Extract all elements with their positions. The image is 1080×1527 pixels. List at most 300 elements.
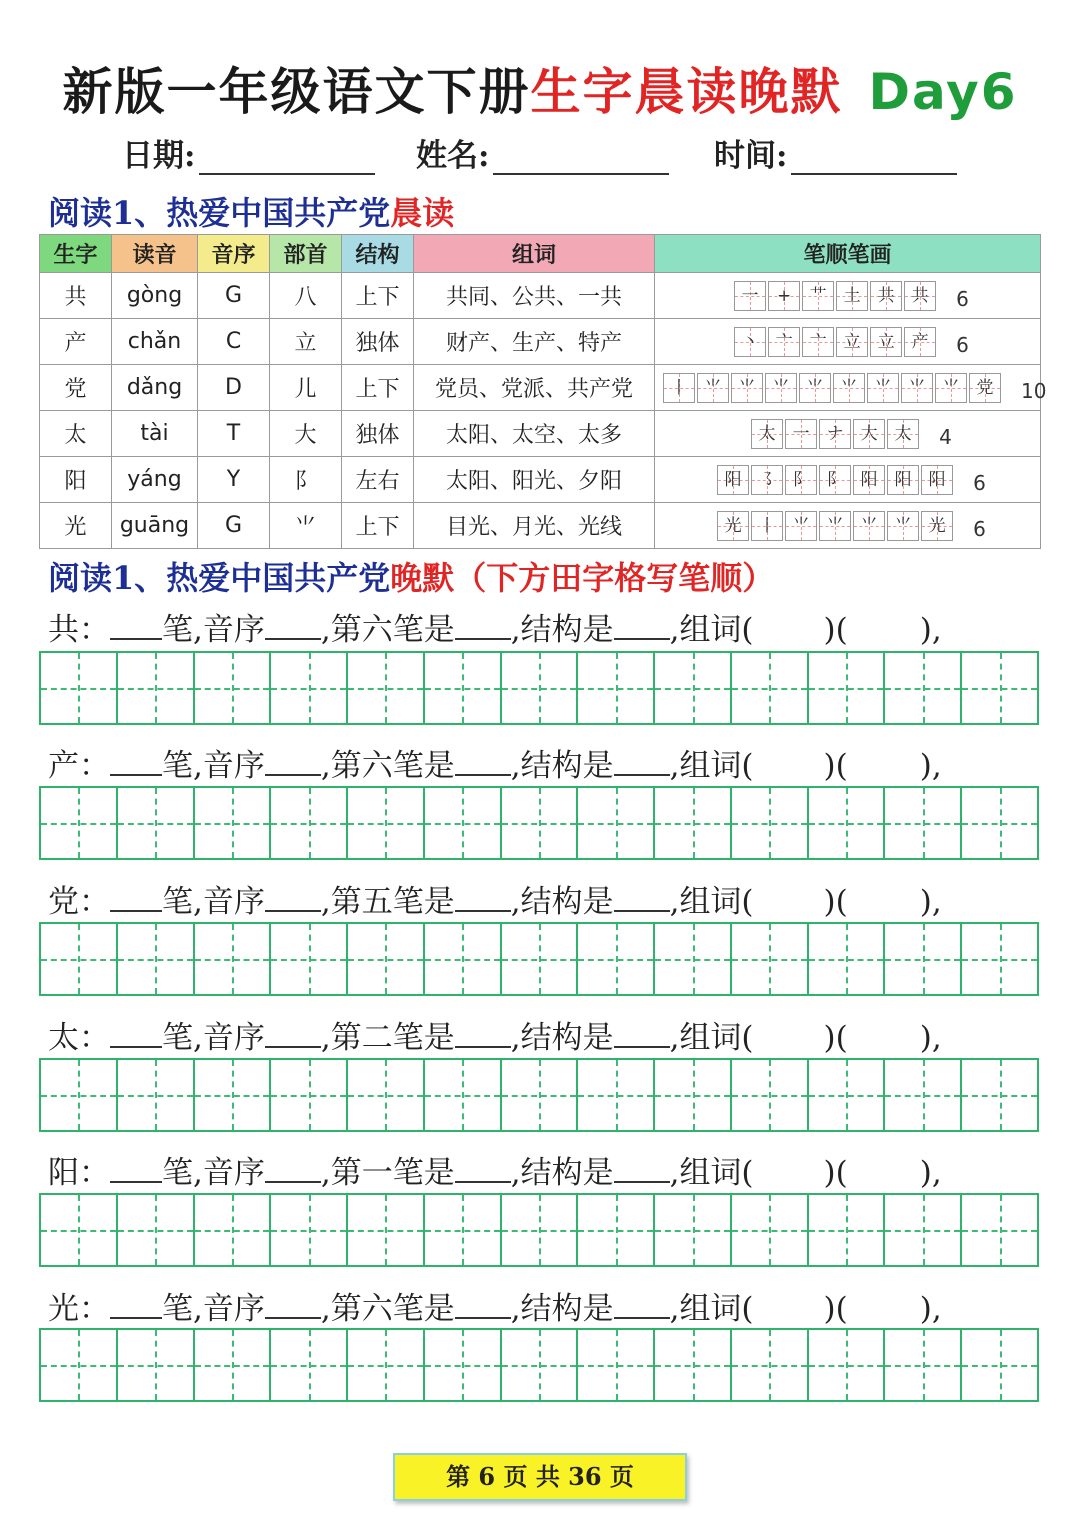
question-char: 党 bbox=[48, 884, 79, 920]
colon: ： bbox=[79, 1020, 110, 1056]
yinxu-label: 音序 bbox=[202, 748, 265, 784]
comma: , bbox=[320, 748, 331, 784]
tianzige-cell[interactable] bbox=[271, 924, 348, 994]
table-row bbox=[40, 457, 1041, 503]
tianzige-cell[interactable] bbox=[195, 1330, 272, 1400]
cell-radical: 立 bbox=[270, 319, 342, 365]
cell-radical: 阝 bbox=[270, 457, 342, 503]
tianzige-cell[interactable] bbox=[502, 1330, 579, 1400]
answer-blank[interactable] bbox=[265, 1018, 321, 1048]
cell-words: 党员、党派、共产党 bbox=[414, 365, 655, 411]
stroke-box: 光 bbox=[921, 511, 953, 541]
tianzige-grid[interactable] bbox=[39, 1328, 1039, 1402]
cell-char: 共 bbox=[40, 273, 112, 319]
stroke-box: 阝 bbox=[785, 465, 817, 495]
stroke-box: 亠 bbox=[768, 327, 800, 357]
answer-blank[interactable] bbox=[614, 1289, 670, 1319]
colon: ： bbox=[79, 884, 110, 920]
cell-stroke-order bbox=[655, 273, 1041, 319]
stroke-box: 光 bbox=[717, 511, 749, 541]
tianzige-cell[interactable] bbox=[809, 653, 886, 723]
tianzige-cell[interactable] bbox=[271, 653, 348, 723]
stroke-box: 太 bbox=[751, 419, 783, 449]
stroke-box: ⺌ bbox=[853, 511, 885, 541]
cell-radical: 儿 bbox=[270, 365, 342, 411]
cell-char: 阳 bbox=[40, 457, 112, 503]
stroke-count: 6 bbox=[973, 516, 986, 541]
answer-blank[interactable] bbox=[455, 746, 511, 776]
time-field[interactable] bbox=[714, 130, 957, 175]
cell-words: 目光、月光、光线 bbox=[414, 503, 655, 549]
cell-letter: C bbox=[198, 319, 270, 365]
cell-radical: ⺌ bbox=[270, 503, 342, 549]
colon: ： bbox=[79, 1155, 110, 1191]
stroke-box: ⺌ bbox=[765, 373, 797, 403]
ordinal-label: 第五笔是 bbox=[330, 884, 455, 920]
stroke-box: 土 bbox=[836, 281, 868, 311]
header-letter: 音序 bbox=[198, 235, 270, 273]
tianzige-cell[interactable] bbox=[348, 1195, 425, 1265]
cell-stroke-order bbox=[655, 365, 1047, 411]
tianzige-cell[interactable] bbox=[348, 1060, 425, 1130]
answer-blank[interactable] bbox=[110, 882, 162, 912]
stroke-box: ⺌ bbox=[819, 511, 851, 541]
comma: , bbox=[320, 612, 331, 648]
tianzige-grid[interactable] bbox=[39, 922, 1039, 996]
table-row bbox=[40, 503, 1041, 549]
table-row bbox=[40, 411, 1041, 457]
paren-mid: )( bbox=[823, 1020, 848, 1056]
comma: , bbox=[320, 1155, 331, 1191]
tianzige-cell[interactable] bbox=[578, 653, 655, 723]
colon: ： bbox=[79, 748, 110, 784]
structure-label: 结构是 bbox=[520, 612, 614, 648]
tianzige-cell[interactable] bbox=[885, 788, 962, 858]
answer-blank[interactable] bbox=[614, 1153, 670, 1183]
answer-blank[interactable] bbox=[455, 1153, 511, 1183]
comma: , bbox=[510, 1291, 521, 1327]
stroke-box: 太 bbox=[887, 419, 919, 449]
paren-end: ), bbox=[919, 1291, 942, 1327]
question-char: 太 bbox=[48, 1020, 79, 1056]
comma: , bbox=[510, 748, 521, 784]
answer-blank[interactable] bbox=[455, 1289, 511, 1319]
cell-letter: T bbox=[198, 411, 270, 457]
answer-blank[interactable] bbox=[110, 746, 162, 776]
cell-pinyin: dǎng bbox=[112, 365, 198, 411]
tianzige-cell[interactable] bbox=[118, 653, 195, 723]
question-char: 产 bbox=[48, 748, 79, 784]
question-line bbox=[48, 1147, 942, 1192]
date-field[interactable] bbox=[122, 130, 375, 175]
title-part2: 生字晨读晚默 bbox=[530, 62, 843, 121]
table-header-row bbox=[40, 235, 1041, 273]
tianzige-cell[interactable] bbox=[348, 924, 425, 994]
cell-words: 共同、公共、一共 bbox=[414, 273, 655, 319]
tianzige-cell[interactable] bbox=[195, 1195, 272, 1265]
tianzige-cell[interactable] bbox=[809, 1195, 886, 1265]
comma: , bbox=[669, 612, 680, 648]
tianzige-cell[interactable] bbox=[885, 1060, 962, 1130]
strokes-label: 笔, bbox=[162, 1291, 203, 1327]
tianzige-cell[interactable] bbox=[655, 1330, 732, 1400]
comma: , bbox=[669, 1155, 680, 1191]
strokes-label: 笔, bbox=[162, 1155, 203, 1191]
answer-blank[interactable] bbox=[614, 610, 670, 640]
ordinal-label: 第六笔是 bbox=[330, 612, 455, 648]
stroke-box: 共 bbox=[904, 281, 936, 311]
answer-blank[interactable] bbox=[265, 1153, 321, 1183]
answer-blank[interactable] bbox=[265, 610, 321, 640]
comma: , bbox=[510, 884, 521, 920]
question-line bbox=[48, 1283, 942, 1328]
comma: , bbox=[669, 884, 680, 920]
stroke-box: 阳 bbox=[853, 465, 885, 495]
stroke-box: 大 bbox=[853, 419, 885, 449]
cell-stroke-order bbox=[655, 411, 1041, 457]
answer-blank[interactable] bbox=[265, 882, 321, 912]
tianzige-cell[interactable] bbox=[502, 1195, 579, 1265]
paren-end: ), bbox=[919, 748, 942, 784]
tianzige-cell[interactable] bbox=[271, 1195, 348, 1265]
cell-words: 太阳、阳光、夕阳 bbox=[414, 457, 655, 503]
paren-mid: )( bbox=[823, 1291, 848, 1327]
tianzige-cell[interactable] bbox=[578, 1060, 655, 1130]
cell-structure: 上下 bbox=[342, 273, 414, 319]
character-table bbox=[39, 234, 1047, 549]
strokes-label: 笔, bbox=[162, 1020, 203, 1056]
tianzige-cell[interactable] bbox=[425, 1195, 502, 1265]
stroke-box: 一 bbox=[734, 281, 766, 311]
tianzige-cell[interactable] bbox=[425, 1060, 502, 1130]
tianzige-cell[interactable] bbox=[348, 1330, 425, 1400]
stroke-box: 立 bbox=[836, 327, 868, 357]
stroke-box: ナ bbox=[819, 419, 851, 449]
cell-structure: 上下 bbox=[342, 365, 414, 411]
stroke-box: 产 bbox=[904, 327, 936, 357]
cell-letter: Y bbox=[198, 457, 270, 503]
tianzige-cell[interactable] bbox=[655, 1195, 732, 1265]
ordinal-label: 第一笔是 bbox=[330, 1155, 455, 1191]
table-row bbox=[40, 365, 1041, 411]
tianzige-cell[interactable] bbox=[655, 653, 732, 723]
tianzige-cell[interactable] bbox=[41, 1060, 118, 1130]
answer-blank[interactable] bbox=[455, 882, 511, 912]
tianzige-cell[interactable] bbox=[962, 924, 1037, 994]
tianzige-cell[interactable] bbox=[578, 924, 655, 994]
header-pinyin: 读音 bbox=[112, 235, 198, 273]
stroke-box: ⺌ bbox=[785, 511, 817, 541]
comma: , bbox=[669, 1020, 680, 1056]
tianzige-cell[interactable] bbox=[655, 788, 732, 858]
tianzige-cell[interactable] bbox=[655, 1060, 732, 1130]
tianzige-cell[interactable] bbox=[195, 1060, 272, 1130]
words-label: 组词( bbox=[679, 884, 754, 920]
tianzige-cell[interactable] bbox=[809, 924, 886, 994]
tianzige-cell[interactable] bbox=[962, 788, 1037, 858]
tianzige-cell[interactable] bbox=[962, 1060, 1037, 1130]
stroke-box: ⺌ bbox=[867, 373, 899, 403]
paren-end: ), bbox=[919, 884, 942, 920]
tianzige-grid[interactable] bbox=[39, 786, 1039, 860]
colon: ： bbox=[79, 1291, 110, 1327]
tianzige-cell[interactable] bbox=[118, 924, 195, 994]
cell-letter: G bbox=[198, 273, 270, 319]
stroke-box: 艹 bbox=[802, 281, 834, 311]
paren-mid: )( bbox=[823, 748, 848, 784]
tianzige-cell[interactable] bbox=[348, 788, 425, 858]
cell-structure: 左右 bbox=[342, 457, 414, 503]
section1-tag: 晨读 bbox=[390, 194, 455, 232]
answer-blank[interactable] bbox=[614, 746, 670, 776]
stroke-box: ⺌ bbox=[901, 373, 933, 403]
tianzige-cell[interactable] bbox=[732, 1195, 809, 1265]
yinxu-label: 音序 bbox=[202, 1155, 265, 1191]
stroke-box: ⺌ bbox=[731, 373, 763, 403]
stroke-box: ⺌ bbox=[697, 373, 729, 403]
tianzige-cell[interactable] bbox=[578, 1195, 655, 1265]
cell-stroke-order bbox=[655, 319, 1041, 365]
question-line bbox=[48, 604, 942, 649]
stroke-box: ⺌ bbox=[799, 373, 831, 403]
tianzige-cell[interactable] bbox=[348, 653, 425, 723]
words-label: 组词( bbox=[679, 612, 754, 648]
stroke-box: 共 bbox=[870, 281, 902, 311]
tianzige-cell[interactable] bbox=[732, 924, 809, 994]
structure-label: 结构是 bbox=[520, 1291, 614, 1327]
stroke-count: 6 bbox=[973, 470, 986, 495]
words-label: 组词( bbox=[679, 1291, 754, 1327]
paren-mid: )( bbox=[823, 884, 848, 920]
cell-char: 党 bbox=[40, 365, 112, 411]
ordinal-label: 第六笔是 bbox=[330, 1291, 455, 1327]
cell-stroke-order bbox=[655, 457, 1041, 503]
paren-end: ), bbox=[919, 612, 942, 648]
stroke-count: 6 bbox=[956, 332, 969, 357]
tianzige-cell[interactable] bbox=[809, 1060, 886, 1130]
answer-blank[interactable] bbox=[110, 1153, 162, 1183]
tianzige-cell[interactable] bbox=[655, 924, 732, 994]
question-char: 光 bbox=[48, 1291, 79, 1327]
section1-title: 阅读1、热爱中国共产党 bbox=[48, 194, 391, 232]
answer-blank[interactable] bbox=[110, 1289, 162, 1319]
question-line bbox=[48, 876, 942, 921]
question-line bbox=[48, 740, 942, 785]
tianzige-grid[interactable] bbox=[39, 1193, 1039, 1267]
tianzige-cell[interactable] bbox=[732, 788, 809, 858]
header-structure: 结构 bbox=[342, 235, 414, 273]
answer-blank[interactable] bbox=[265, 746, 321, 776]
tianzige-cell[interactable] bbox=[962, 1195, 1037, 1265]
tianzige-grid[interactable] bbox=[39, 1058, 1039, 1132]
tianzige-cell[interactable] bbox=[732, 1330, 809, 1400]
paren-end: ), bbox=[919, 1155, 942, 1191]
question-line bbox=[48, 1012, 942, 1057]
words-label: 组词( bbox=[679, 1020, 754, 1056]
tianzige-cell[interactable] bbox=[118, 788, 195, 858]
comma: , bbox=[320, 884, 331, 920]
tianzige-cell[interactable] bbox=[41, 788, 118, 858]
stroke-box: ㇌ bbox=[751, 465, 783, 495]
tianzige-cell[interactable] bbox=[271, 788, 348, 858]
tianzige-grid[interactable] bbox=[39, 651, 1039, 725]
header-words: 组词 bbox=[414, 235, 655, 273]
cell-letter: D bbox=[198, 365, 270, 411]
page-title bbox=[0, 52, 1080, 124]
cell-structure: 独体 bbox=[342, 411, 414, 457]
section-heading-morning bbox=[48, 188, 454, 234]
tianzige-cell[interactable] bbox=[962, 653, 1037, 723]
stroke-box: 阝 bbox=[819, 465, 851, 495]
tianzige-cell[interactable] bbox=[732, 1060, 809, 1130]
stroke-box: 一 bbox=[785, 419, 817, 449]
ordinal-label: 第二笔是 bbox=[330, 1020, 455, 1056]
cell-pinyin: tài bbox=[112, 411, 198, 457]
tianzige-cell[interactable] bbox=[195, 653, 272, 723]
cell-pinyin: gòng bbox=[112, 273, 198, 319]
tianzige-cell[interactable] bbox=[502, 924, 579, 994]
header-strokes: 笔顺笔画 bbox=[655, 235, 1041, 273]
stroke-box: 丨 bbox=[751, 511, 783, 541]
tianzige-cell[interactable] bbox=[885, 1330, 962, 1400]
tianzige-cell[interactable] bbox=[195, 924, 272, 994]
tianzige-cell[interactable] bbox=[962, 1330, 1037, 1400]
tianzige-cell[interactable] bbox=[732, 653, 809, 723]
answer-blank[interactable] bbox=[110, 1018, 162, 1048]
tianzige-cell[interactable] bbox=[271, 1330, 348, 1400]
section-heading-evening bbox=[48, 553, 774, 599]
name-field[interactable] bbox=[416, 130, 669, 175]
cell-structure: 上下 bbox=[342, 503, 414, 549]
tianzige-cell[interactable] bbox=[425, 1330, 502, 1400]
stroke-box: 阳 bbox=[717, 465, 749, 495]
answer-blank[interactable] bbox=[614, 1018, 670, 1048]
paren-end: ), bbox=[919, 1020, 942, 1056]
cell-radical: 八 bbox=[270, 273, 342, 319]
stroke-count: 10 bbox=[1021, 378, 1047, 403]
tianzige-cell[interactable] bbox=[809, 788, 886, 858]
stroke-box: ⺌ bbox=[833, 373, 865, 403]
cell-radical: 大 bbox=[270, 411, 342, 457]
words-label: 组词( bbox=[679, 1155, 754, 1191]
tianzige-cell[interactable] bbox=[118, 1330, 195, 1400]
tianzige-cell[interactable] bbox=[425, 924, 502, 994]
tianzige-cell[interactable] bbox=[271, 1060, 348, 1130]
tianzige-cell[interactable] bbox=[578, 1330, 655, 1400]
stroke-box: 阳 bbox=[887, 465, 919, 495]
cell-pinyin: yáng bbox=[112, 457, 198, 503]
cell-char: 产 bbox=[40, 319, 112, 365]
colon: ： bbox=[79, 612, 110, 648]
paren-mid: )( bbox=[823, 1155, 848, 1191]
structure-label: 结构是 bbox=[520, 1155, 614, 1191]
tianzige-cell[interactable] bbox=[502, 653, 579, 723]
stroke-box: 阳 bbox=[921, 465, 953, 495]
tianzige-cell[interactable] bbox=[502, 1060, 579, 1130]
comma: , bbox=[320, 1020, 331, 1056]
comma: , bbox=[669, 748, 680, 784]
section2-title: 阅读1、热爱中国共产党 bbox=[48, 559, 391, 597]
tianzige-cell[interactable] bbox=[502, 788, 579, 858]
name-label: 姓名: bbox=[416, 138, 490, 174]
yinxu-label: 音序 bbox=[202, 884, 265, 920]
title-part1: 新版一年级语文下册 bbox=[62, 62, 531, 121]
answer-blank[interactable] bbox=[110, 610, 162, 640]
stroke-box: 立 bbox=[870, 327, 902, 357]
comma: , bbox=[510, 1020, 521, 1056]
table-row bbox=[40, 273, 1041, 319]
time-label: 时间: bbox=[714, 138, 788, 174]
cell-char: 太 bbox=[40, 411, 112, 457]
tianzige-cell[interactable] bbox=[195, 788, 272, 858]
tianzige-cell[interactable] bbox=[425, 653, 502, 723]
stroke-box: 亠 bbox=[802, 327, 834, 357]
title-part3: Day6 bbox=[868, 63, 1018, 121]
answer-blank[interactable] bbox=[614, 882, 670, 912]
stroke-count: 4 bbox=[939, 424, 952, 449]
answer-blank[interactable] bbox=[455, 1018, 511, 1048]
yinxu-label: 音序 bbox=[202, 612, 265, 648]
question-char: 阳 bbox=[48, 1155, 79, 1191]
comma: , bbox=[320, 1291, 331, 1327]
words-label: 组词( bbox=[679, 748, 754, 784]
tianzige-cell[interactable] bbox=[41, 1195, 118, 1265]
tianzige-cell[interactable] bbox=[885, 924, 962, 994]
question-char: 共 bbox=[48, 612, 79, 648]
cell-words: 财产、生产、特产 bbox=[414, 319, 655, 365]
structure-label: 结构是 bbox=[520, 748, 614, 784]
tianzige-cell[interactable] bbox=[41, 924, 118, 994]
date-label: 日期: bbox=[122, 138, 196, 174]
table-row bbox=[40, 319, 1041, 365]
tianzige-cell[interactable] bbox=[578, 788, 655, 858]
strokes-label: 笔, bbox=[162, 884, 203, 920]
tianzige-cell[interactable] bbox=[118, 1195, 195, 1265]
tianzige-cell[interactable] bbox=[118, 1060, 195, 1130]
tianzige-cell[interactable] bbox=[885, 1195, 962, 1265]
stroke-box: 党 bbox=[969, 373, 1001, 403]
cell-pinyin: guāng bbox=[112, 503, 198, 549]
yinxu-label: 音序 bbox=[202, 1291, 265, 1327]
tianzige-cell[interactable] bbox=[425, 788, 502, 858]
tianzige-cell[interactable] bbox=[885, 653, 962, 723]
stroke-box: 丶 bbox=[734, 327, 766, 357]
answer-blank[interactable] bbox=[455, 610, 511, 640]
stroke-box: ⺌ bbox=[935, 373, 967, 403]
cell-words: 太阳、太空、太多 bbox=[414, 411, 655, 457]
strokes-label: 笔, bbox=[162, 612, 203, 648]
page-footer: 第 6 页 共 36 页 bbox=[393, 1453, 687, 1501]
comma: , bbox=[510, 612, 521, 648]
cell-stroke-order bbox=[655, 503, 1041, 549]
tianzige-cell[interactable] bbox=[809, 1330, 886, 1400]
yinxu-label: 音序 bbox=[202, 1020, 265, 1056]
strokes-label: 笔, bbox=[162, 748, 203, 784]
structure-label: 结构是 bbox=[520, 1020, 614, 1056]
cell-structure: 独体 bbox=[342, 319, 414, 365]
answer-blank[interactable] bbox=[265, 1289, 321, 1319]
comma: , bbox=[510, 1155, 521, 1191]
tianzige-cell[interactable] bbox=[41, 1330, 118, 1400]
cell-letter: G bbox=[198, 503, 270, 549]
paren-mid: )( bbox=[823, 612, 848, 648]
tianzige-cell[interactable] bbox=[41, 653, 118, 723]
stroke-box: ⺌ bbox=[887, 511, 919, 541]
stroke-box: + bbox=[768, 281, 800, 311]
structure-label: 结构是 bbox=[520, 884, 614, 920]
cell-pinyin: chǎn bbox=[112, 319, 198, 365]
ordinal-label: 第六笔是 bbox=[330, 748, 455, 784]
